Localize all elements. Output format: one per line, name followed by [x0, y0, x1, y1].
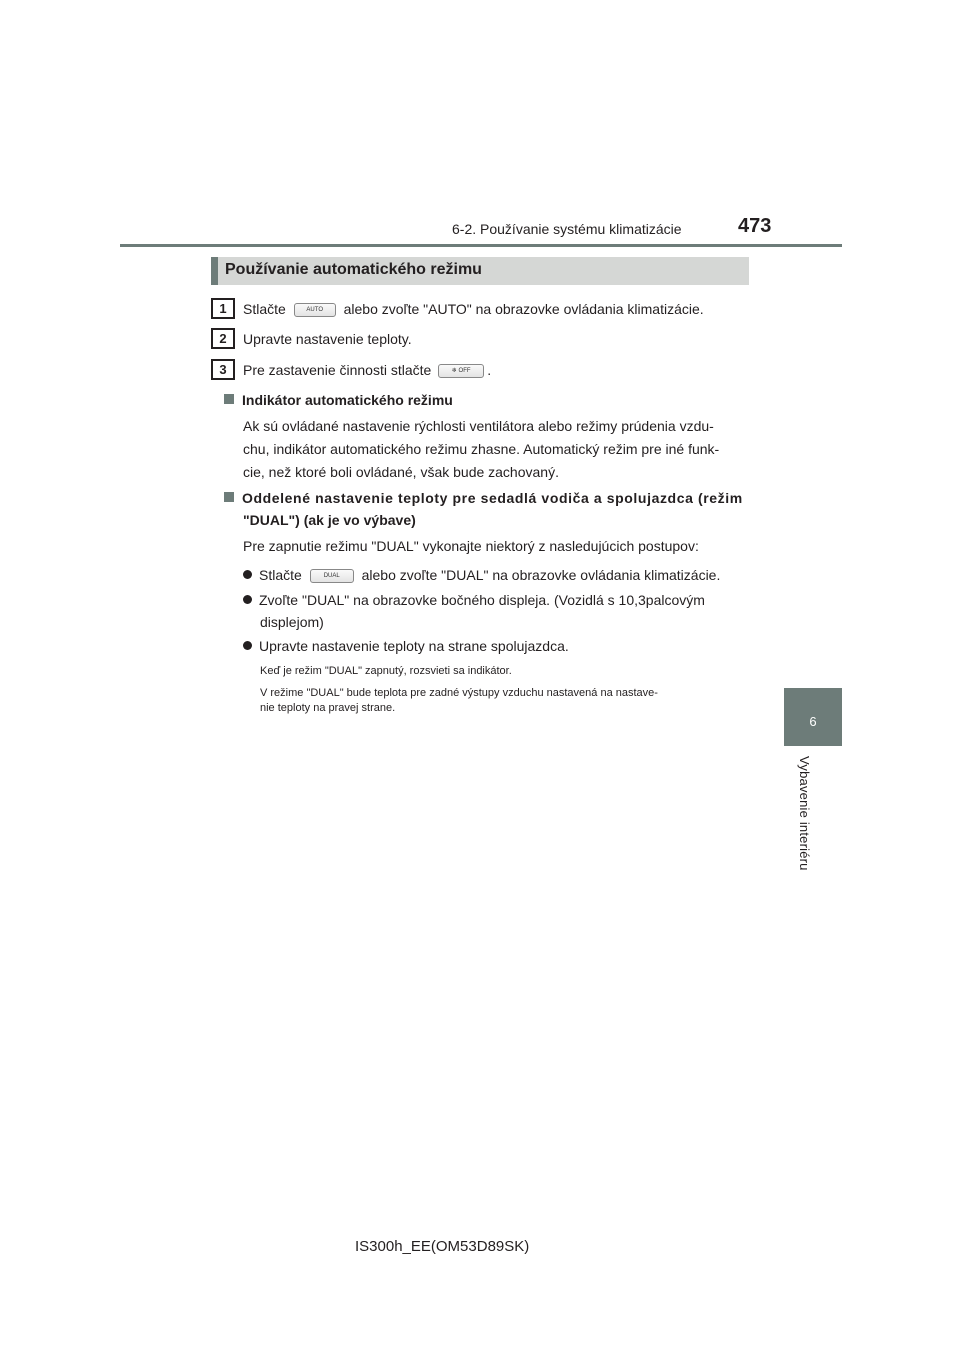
running-header-section: 6-2. Používanie systému klimatizácie: [452, 221, 682, 237]
bullet-dot-icon: [243, 595, 252, 604]
step-2-text: Upravte nastavenie teploty.: [243, 331, 412, 347]
fan-off-button-icon: ❄ OFF: [438, 364, 484, 378]
step-1-text: [243, 299, 704, 319]
dual-bullet-1: [243, 565, 720, 585]
section-heading-accent: [211, 257, 218, 285]
step-3-text: [243, 360, 491, 380]
step-1-post: alebo zvoľte "AUTO" na obrazovke ovládania klimatizácie.: [343, 301, 704, 317]
dual-heading-line-1: [224, 488, 745, 508]
dual-note-2-line-2: nie teploty na pravej strane.: [260, 702, 396, 714]
square-bullet-icon: [224, 394, 234, 404]
dual-intro: Pre zapnutie režimu "DUAL" vykonajte niektorý z nasledujúcich postupov:: [243, 538, 699, 554]
bullet-dot-icon: [243, 570, 252, 579]
step-3-post: .: [487, 362, 492, 378]
dual-heading-line-2: "DUAL") (ak je vo výbave): [243, 512, 416, 528]
dual-bullet-2-text: Zvoľte "DUAL" na obrazovke bočného displeja. (Vozidlá s 10,3palcovým: [259, 592, 705, 608]
auto-button-icon: AUTO: [294, 303, 336, 317]
dual-bullet-2-line-2: displejom): [260, 614, 324, 630]
step-number-1: 1: [211, 298, 235, 319]
header-divider: [120, 244, 842, 247]
dual-bullet-1-post: alebo zvoľte "DUAL" na obrazovke ovládania klimatizácie.: [361, 567, 721, 583]
dual-bullet-2-line-1: [243, 590, 745, 610]
page-number: 473: [738, 215, 772, 237]
step-number-3: 3: [211, 359, 235, 380]
chapter-number: 6: [809, 714, 817, 729]
dual-heading-text-1: Oddelené nastavenie teploty pre sedadlá vodiča a spolujazdca (režim: [242, 490, 743, 506]
chapter-title: Vybavenie interiéru: [797, 756, 812, 871]
indicator-heading-text: Indikátor automatického režimu: [242, 392, 453, 408]
dual-note-1: Keď je režim "DUAL" zapnutý, rozsvieti sa indikátor.: [260, 665, 512, 677]
step-number-2: 2: [211, 328, 235, 349]
step-3-pre: Pre zastavenie činnosti stlačte: [243, 362, 432, 378]
indicator-heading: [224, 390, 453, 410]
dual-note-2-line-1: V režime "DUAL" bude teplota pre zadné výstupy vzduchu nastavená na nastave-: [260, 687, 658, 699]
bullet-dot-icon: [243, 641, 252, 650]
document-code-footer: IS300h_EE(OM53D89SK): [355, 1238, 530, 1255]
indicator-line-2: chu, indikátor automatického režimu zhasne. Automatický režim pre iné funk-: [243, 441, 720, 457]
dual-button-icon: DUAL: [310, 569, 354, 583]
dual-bullet-3: [243, 636, 569, 656]
dual-bullet-3-text: Upravte nastavenie teploty na strane spolujazdca.: [259, 638, 569, 654]
indicator-line-3: cie, než ktoré boli ovládané, však bude zachovaný.: [243, 464, 559, 480]
dual-bullet-1-pre: Stlačte: [259, 567, 302, 583]
indicator-line-1: Ak sú ovládané nastavenie rýchlosti ventilátora alebo režimy prúdenia vzdu-: [243, 418, 714, 434]
step-1-pre: Stlačte: [243, 301, 286, 317]
square-bullet-icon: [224, 492, 234, 502]
section-title: Používanie automatického režimu: [225, 261, 482, 278]
